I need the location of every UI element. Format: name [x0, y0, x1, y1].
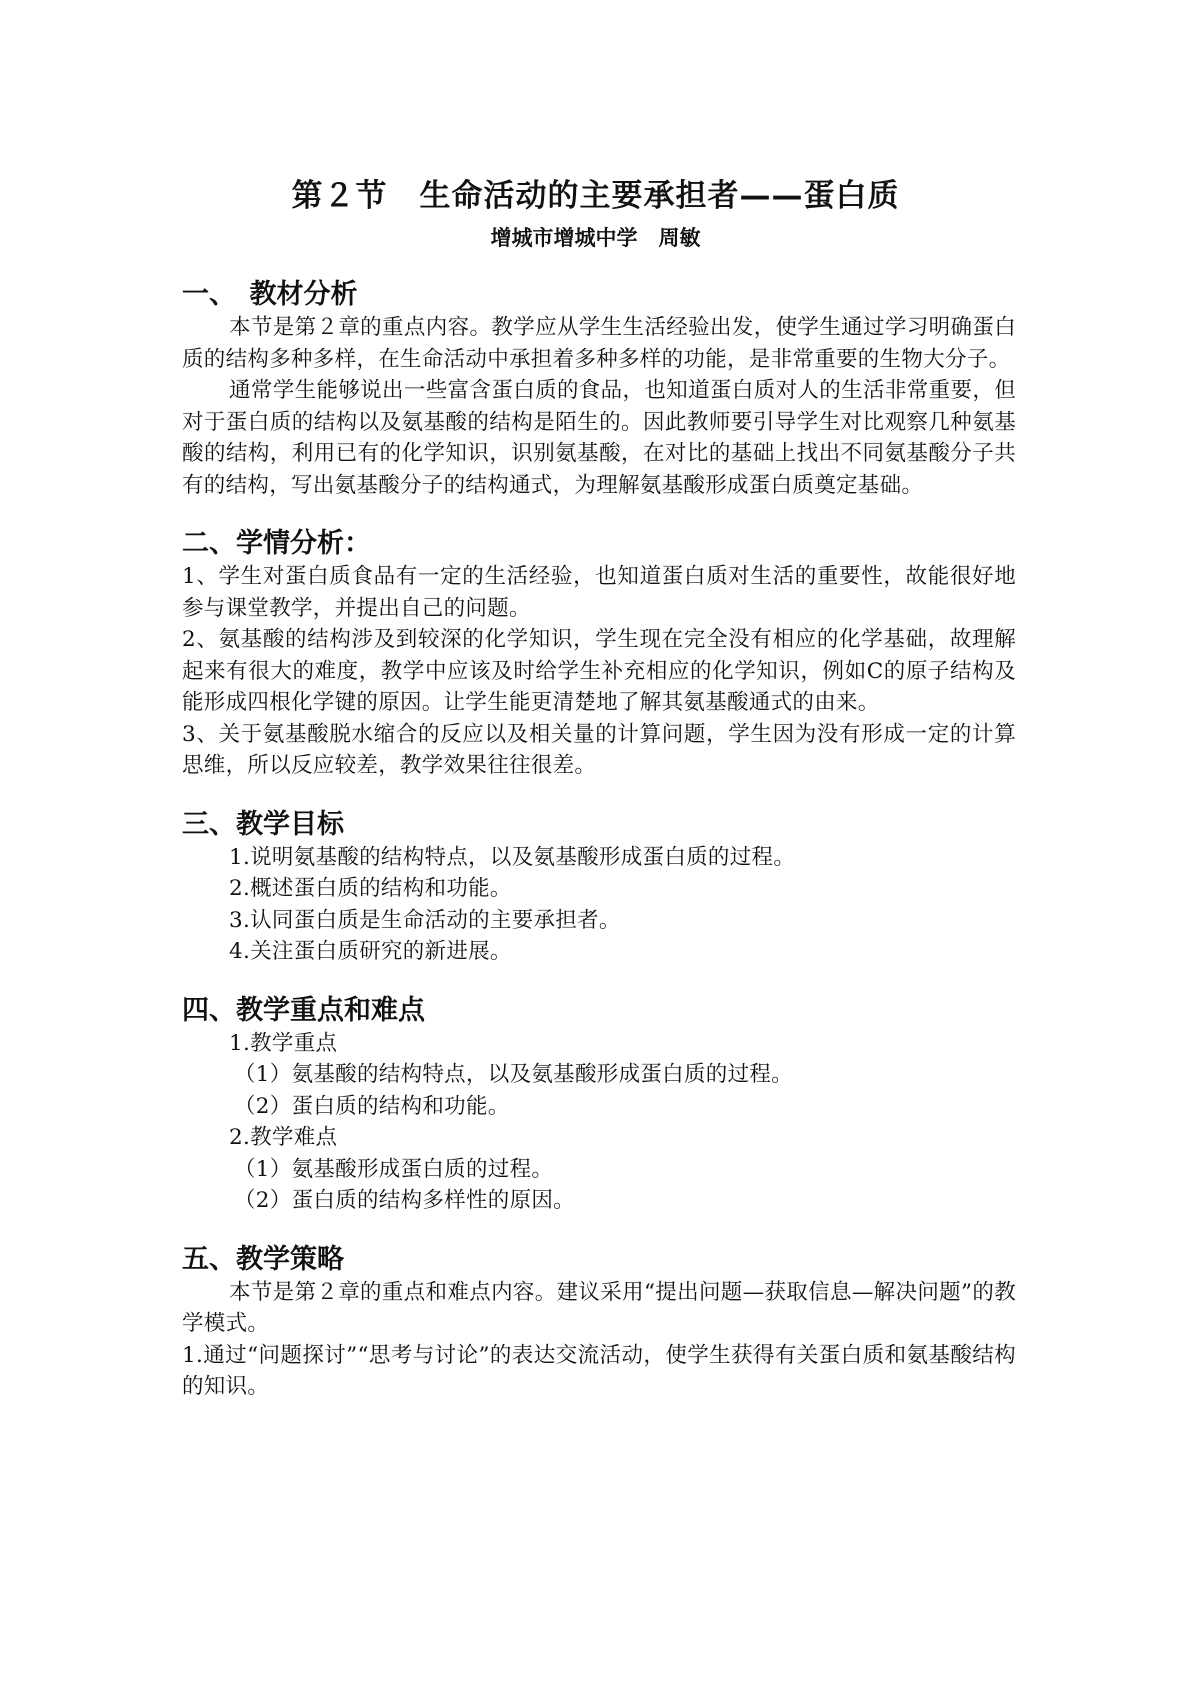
list-item: （1）氨基酸的结构特点，以及氨基酸形成蛋白质的过程。 — [234, 1062, 793, 1087]
list-item: 2.概述蛋白质的结构和功能。 — [229, 876, 512, 901]
subheading: 1.教学重点 — [229, 1030, 338, 1056]
paragraph: 本节是第２章的重点和难点内容。建议采用“提出问题—获取信息—解决问题”的教学模式。 — [182, 1279, 1016, 1336]
list-item: （2）蛋白质的结构和功能。 — [234, 1093, 510, 1119]
section-heading: 一、 教材分析 — [182, 279, 358, 310]
document-title: 第２节 生命活动的主要承担者——蛋白质 — [291, 178, 900, 214]
section-key-points — [182, 994, 1016, 1217]
section-heading: 四、教学重点和难点 — [182, 994, 425, 1026]
document-body — [182, 278, 1016, 1429]
list-item: 4.关注蛋白质研究的新进展。 — [229, 939, 512, 964]
list-item: （1）氨基酸形成蛋白质的过程。 — [234, 1156, 554, 1182]
document-author: 增城市增城中学 周敏 — [490, 226, 701, 250]
section-textbook-analysis — [182, 278, 1016, 501]
paragraph: 本节是第２章的重点内容。教学应从学生生活经验出发，使学生通过学习明确蛋白质的结构多种多样，在生命活动中承担着多种多样的功能，是非常重要的生物大分子。 — [182, 315, 1016, 372]
subheading: 2.教学难点 — [229, 1125, 338, 1150]
paragraph: 通常学生能够说出一些富含蛋白质的食品，也知道蛋白质对人的生活非常重要，但对于蛋白质的结构以及氨基酸的结构是陌生的。因此教师要引导学生对比观察几种氨基酸的结构，利用已有的化学知识，识别氨基酸，在对比的基础上找出不同氨基酸分子共有的结构，写出氨基酸分子的结构通式，为理解氨基酸形成蛋白质奠定基础。 — [182, 378, 1016, 498]
section-heading: 五、教学策略 — [182, 1243, 344, 1275]
list-item: （2）蛋白质的结构多样性的原因。 — [234, 1188, 575, 1213]
section-heading: 二、学情分析： — [182, 528, 371, 559]
paragraph: 1.通过“问题探讨”“思考与讨论”的表达交流活动，使学生获得有关蛋白质和氨基酸结构的知识。 — [182, 1342, 1016, 1399]
list-item: 1.说明氨基酸的结构特点，以及氨基酸形成蛋白质的过程。 — [229, 844, 796, 870]
list-item: 3.认同蛋白质是生命活动的主要承担者。 — [229, 907, 621, 933]
paragraph: 3、关于氨基酸脱水缩合的反应以及相关量的计算问题，学生因为没有形成一定的计算思维，所以反应较差，教学效果往往很差。 — [182, 721, 1016, 778]
section-student-analysis — [182, 527, 1016, 782]
paragraph: 2、氨基酸的结构涉及到较深的化学知识，学生现在完全没有相应的化学基础，故理解起来有很大的难度，教学中应该及时给学生补充相应的化学知识，例如C的原子结构及能形成四根化学键的原因。让学生能更清楚地了解其氨基酸通式的由来。 — [182, 627, 1016, 715]
section-heading: 三、教学目标 — [182, 808, 344, 840]
section-teaching-strategy — [182, 1243, 1016, 1403]
section-teaching-goals — [182, 808, 1016, 968]
paragraph: 1、学生对蛋白质食品有一定的生活经验，也知道蛋白质对生活的重要性，故能很好地参与课堂教学，并提出自己的问题。 — [182, 564, 1016, 621]
